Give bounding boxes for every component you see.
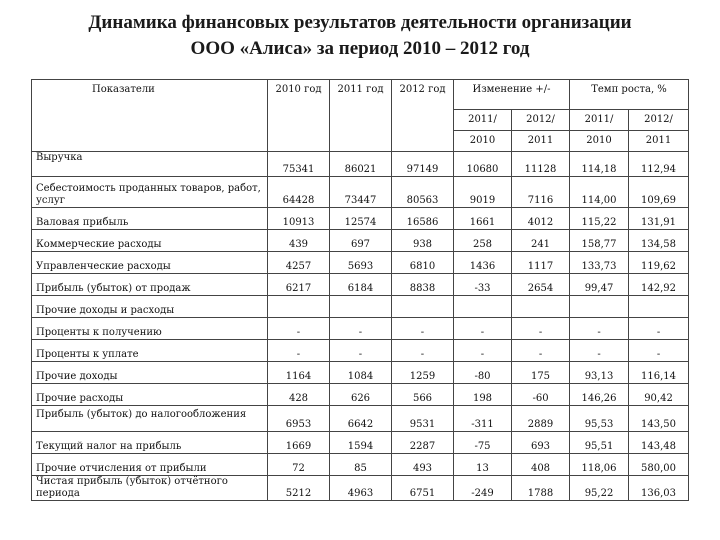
table-cell: 408: [512, 454, 570, 476]
table-cell: 258: [454, 230, 512, 252]
table-cell: 7116: [512, 177, 570, 208]
table-cell: 118,06: [570, 454, 629, 476]
table-cell: [454, 296, 512, 318]
table-cell: 95,53: [570, 406, 629, 432]
table-cell: 4257: [268, 252, 330, 274]
row-label: Прочие доходы и расходы: [32, 296, 268, 318]
table-cell: 6751: [392, 476, 454, 501]
table-cell: 5693: [330, 252, 392, 274]
subheader-growth-2012-top: 2012/: [629, 110, 689, 131]
table-row: [32, 208, 689, 230]
table-row: [32, 318, 689, 340]
subheader-growth-2012-bottom: 2011: [629, 131, 689, 152]
header-2012: 2012 год: [392, 80, 454, 152]
row-label: Прочие расходы: [32, 384, 268, 406]
row-label: Прочие доходы: [32, 362, 268, 384]
header-growth-rate: Темп роста, %: [570, 80, 689, 110]
row-label: Прочие отчисления от прибыли: [32, 454, 268, 476]
subheader-growth-2011-top: 2011/: [570, 110, 629, 131]
table-cell: 693: [512, 432, 570, 454]
table-cell: 1669: [268, 432, 330, 454]
table-row: [32, 152, 689, 177]
table-cell: 6184: [330, 274, 392, 296]
table-cell: 146,26: [570, 384, 629, 406]
table-cell: [512, 296, 570, 318]
table-cell: -75: [454, 432, 512, 454]
table-row: [32, 406, 689, 432]
table-cell: 6642: [330, 406, 392, 432]
table-cell: -33: [454, 274, 512, 296]
table-cell: 109,69: [629, 177, 689, 208]
table-cell: -: [330, 318, 392, 340]
table-cell: 2654: [512, 274, 570, 296]
table-cell: 72: [268, 454, 330, 476]
table-cell: -311: [454, 406, 512, 432]
table-cell: 6217: [268, 274, 330, 296]
table-cell: -60: [512, 384, 570, 406]
table-cell: 1436: [454, 252, 512, 274]
table-cell: 95,22: [570, 476, 629, 501]
table-cell: -: [330, 340, 392, 362]
table-cell: -: [268, 340, 330, 362]
table-cell: 241: [512, 230, 570, 252]
header-indicators: Показатели: [32, 80, 268, 152]
table-cell: 938: [392, 230, 454, 252]
table-cell: 119,62: [629, 252, 689, 274]
table-cell: 99,47: [570, 274, 629, 296]
row-label: Проценты к получению: [32, 318, 268, 340]
table-cell: 112,94: [629, 152, 689, 177]
table-cell: 439: [268, 230, 330, 252]
table-cell: [330, 296, 392, 318]
table-cell: 1164: [268, 362, 330, 384]
table-row: [32, 340, 689, 362]
page-title: [0, 10, 720, 62]
table-cell: -: [392, 318, 454, 340]
row-label: Прибыль (убыток) до налогообложения: [32, 406, 268, 432]
table-cell: -: [629, 318, 689, 340]
table-row: [32, 362, 689, 384]
table-cell: 93,13: [570, 362, 629, 384]
header-2010: 2010 год: [268, 80, 330, 152]
subheader-change-2012-bottom: 2011: [512, 131, 570, 152]
table-cell: 158,77: [570, 230, 629, 252]
table-cell: 4963: [330, 476, 392, 501]
row-label: Текущий налог на прибыль: [32, 432, 268, 454]
table-cell: 114,00: [570, 177, 629, 208]
table-cell: 198: [454, 384, 512, 406]
table-cell: 580,00: [629, 454, 689, 476]
table-cell: 136,03: [629, 476, 689, 501]
subheader-growth-2011-bottom: 2010: [570, 131, 629, 152]
table-cell: 1259: [392, 362, 454, 384]
table-cell: 697: [330, 230, 392, 252]
financial-results-table: [31, 79, 689, 501]
table-cell: -: [512, 318, 570, 340]
table-cell: [268, 296, 330, 318]
table-cell: 11128: [512, 152, 570, 177]
table-cell: 16586: [392, 208, 454, 230]
row-label: Валовая прибыль: [32, 208, 268, 230]
table-cell: 97149: [392, 152, 454, 177]
table-cell: 143,48: [629, 432, 689, 454]
table-cell: 626: [330, 384, 392, 406]
table-cell: 1084: [330, 362, 392, 384]
table-cell: -: [629, 340, 689, 362]
table-cell: 95,51: [570, 432, 629, 454]
table-cell: -249: [454, 476, 512, 501]
table-cell: 142,92: [629, 274, 689, 296]
row-label: Коммерческие расходы: [32, 230, 268, 252]
title-line-1: Динамика финансовых результатов деятельности организации: [88, 12, 632, 33]
table-cell: 116,14: [629, 362, 689, 384]
table-cell: 428: [268, 384, 330, 406]
table-cell: 115,22: [570, 208, 629, 230]
table-cell: 175: [512, 362, 570, 384]
table-cell: -: [570, 340, 629, 362]
table-cell: 13: [454, 454, 512, 476]
table-cell: -: [392, 340, 454, 362]
table-cell: 86021: [330, 152, 392, 177]
table-cell: -: [454, 318, 512, 340]
table-cell: 9531: [392, 406, 454, 432]
table-cell: 143,50: [629, 406, 689, 432]
subheader-change-2011-bottom: 2010: [454, 131, 512, 152]
table-row: [32, 476, 689, 501]
subheader-change-2012-top: 2012/: [512, 110, 570, 131]
header-change: Изменение +/-: [454, 80, 570, 110]
table-cell: -: [512, 340, 570, 362]
table-row: [32, 230, 689, 252]
row-label: Чистая прибыль (убыток) отчётного периода: [32, 476, 268, 501]
table-cell: 8838: [392, 274, 454, 296]
table-row: [32, 384, 689, 406]
table-cell: [629, 296, 689, 318]
row-label: Прибыль (убыток) от продаж: [32, 274, 268, 296]
table-cell: 1117: [512, 252, 570, 274]
table-cell: 9019: [454, 177, 512, 208]
row-label: Проценты к уплате: [32, 340, 268, 362]
table-cell: [392, 296, 454, 318]
table-cell: 114,18: [570, 152, 629, 177]
table-cell: 6953: [268, 406, 330, 432]
row-label: Себестоимость проданных товаров, работ, услуг: [32, 177, 268, 208]
table-cell: 134,58: [629, 230, 689, 252]
table-cell: -: [570, 318, 629, 340]
table-cell: 73447: [330, 177, 392, 208]
subheader-change-2011-top: 2011/: [454, 110, 512, 131]
title-line-2: ООО «Алиса» за период 2010 – 2012 год: [190, 38, 530, 59]
table-cell: 90,42: [629, 384, 689, 406]
table-cell: 2287: [392, 432, 454, 454]
table-cell: 131,91: [629, 208, 689, 230]
table-cell: -: [454, 340, 512, 362]
table-row: [32, 296, 689, 318]
table-row: [32, 274, 689, 296]
table-cell: 4012: [512, 208, 570, 230]
table-cell: 10913: [268, 208, 330, 230]
table-cell: -: [268, 318, 330, 340]
table-cell: -80: [454, 362, 512, 384]
table-row: [32, 454, 689, 476]
table-row: [32, 252, 689, 274]
table-cell: 1594: [330, 432, 392, 454]
table-cell: 6810: [392, 252, 454, 274]
table-cell: 75341: [268, 152, 330, 177]
table-cell: 12574: [330, 208, 392, 230]
table-cell: 1788: [512, 476, 570, 501]
table-cell: 10680: [454, 152, 512, 177]
table-row: [32, 177, 689, 208]
table-cell: 1661: [454, 208, 512, 230]
table-cell: 2889: [512, 406, 570, 432]
table-cell: 493: [392, 454, 454, 476]
table-cell: 133,73: [570, 252, 629, 274]
row-label: Выручка: [32, 152, 268, 177]
header-2011: 2011 год: [330, 80, 392, 152]
table-row: [32, 432, 689, 454]
table-cell: [570, 296, 629, 318]
table-cell: 5212: [268, 476, 330, 501]
table-cell: 64428: [268, 177, 330, 208]
table-cell: 80563: [392, 177, 454, 208]
table-cell: 85: [330, 454, 392, 476]
row-label: Управленческие расходы: [32, 252, 268, 274]
table-cell: 566: [392, 384, 454, 406]
